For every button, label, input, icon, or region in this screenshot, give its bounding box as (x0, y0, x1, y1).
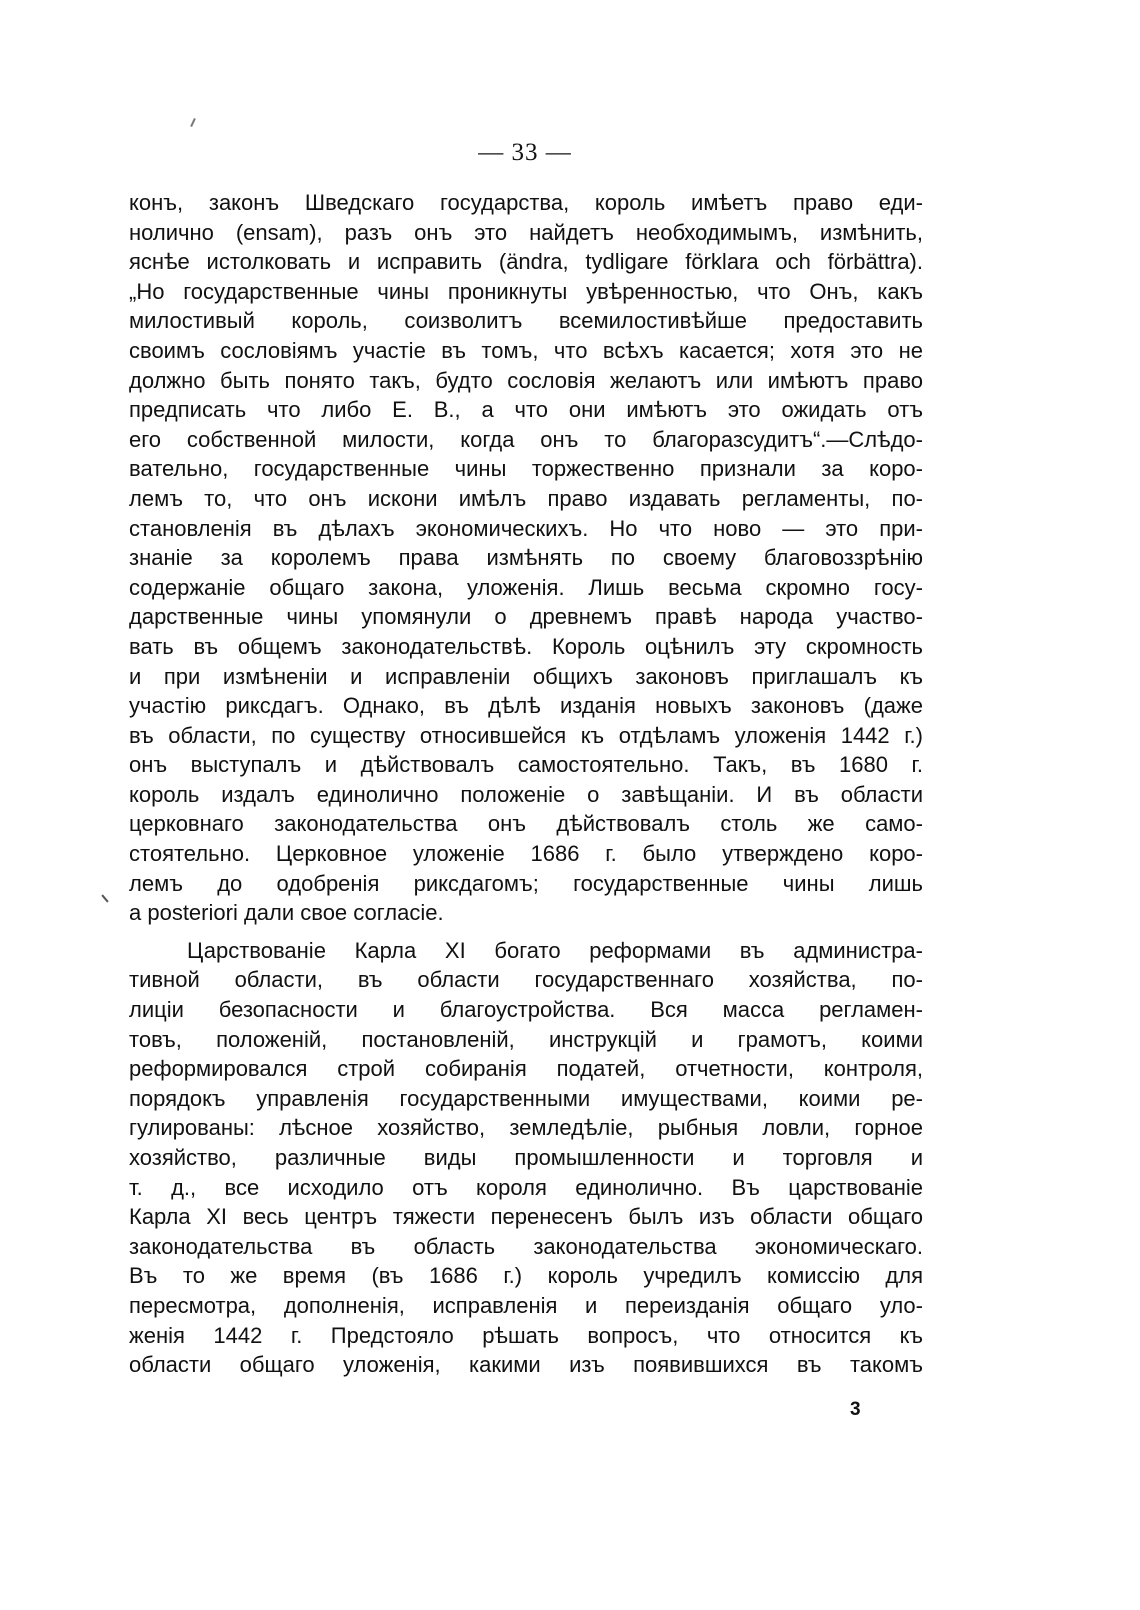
text-line: вательно, государственные чины торжественно признали за коро- (129, 456, 923, 482)
paragraph-1 (129, 188, 923, 928)
text-line: король издалъ единолично положеніе о завѣщаніи. И въ области (129, 781, 923, 807)
text-line: тивной области, въ области государственнаго хозяйства, по- (129, 967, 923, 993)
text-line: содержаніе общаго закона, уложенія. Лишь весьма скромно госу- (129, 574, 923, 600)
text-line: области общаго уложенія, какими изъ появившихся въ такомъ (129, 1352, 923, 1378)
text-line: женія 1442 г. Предстояло рѣшать вопросъ, что относится къ (129, 1322, 923, 1348)
text-line: яснѣе истолковать и исправить (ändra, tydligare förklara och förbättra). (129, 249, 923, 275)
text-line: реформировался строй собиранія податей, отчетности, контроля, (129, 1056, 923, 1082)
text-line: вать въ общемъ законодательствѣ. Король оцѣнилъ эту скромность (129, 633, 923, 659)
text-line: т. д., все исходило отъ короля единолично. Въ царствованіе (129, 1174, 923, 1200)
text-line: a posteriori дали свое согласіе. (129, 900, 444, 926)
text-line: и при измѣненіи и исправленіи общихъ законовъ приглашалъ къ (129, 663, 923, 689)
text-line: конъ, законъ Шведскаго государства, король имѣетъ право еди- (129, 190, 923, 215)
text-line: становленія въ дѣлахъ экономическихъ. Но что ново — это при- (129, 515, 923, 541)
scan-mark-left (101, 894, 108, 902)
text-line: „Но государственные чины проникнуты увѣренностью, что Онъ, какъ (129, 278, 923, 304)
text-line: участію риксдагъ. Однако, въ дѣлѣ изданія новыхъ законовъ (даже (129, 693, 923, 719)
text-line: Царствованіе Карла XI богато реформами въ администра- (187, 937, 923, 963)
text-line: лиціи безопасности и благоустройства. Вся масса регламен- (129, 997, 923, 1023)
text-line: въ области, по существу относившейся къ отдѣламъ уложенія 1442 г.) (129, 722, 923, 748)
scan-mark-top (190, 118, 196, 127)
text-line: гулированы: лѣсное хозяйство, земледѣліе, рыбныя ловли, горное (129, 1115, 923, 1141)
text-line: хозяйство, различные виды промышленности и торговля и (129, 1145, 923, 1170)
text-line: своимъ сословіямъ участіе въ томъ, что всѣхъ касается; хотя это не (129, 337, 923, 363)
text-line: пересмотра, дополненія, исправленія и переизданія общаго уло- (129, 1292, 923, 1318)
signature-mark: 3 (850, 1399, 861, 1420)
text-line: Въ то же время (въ 1686 г.) король учредилъ комиссію для (129, 1263, 923, 1289)
page-number: — 33 — (478, 139, 572, 166)
text-line: законодательства въ область законодательства экономическаго. (129, 1233, 923, 1259)
text-line: Карла XI весь центръ тяжести перенесенъ былъ изъ области общаго (129, 1204, 923, 1230)
paragraph-gap (129, 928, 923, 936)
text-line: знаніе за королемъ права измѣнять по своему благовоззрѣнію (129, 545, 923, 571)
text-line: должно быть понято такъ, будто сословія желаютъ или имѣютъ право (129, 367, 923, 393)
text-line: милостивый король, соизволитъ всемилостивѣйше предоставить (129, 308, 923, 334)
text-line: товъ, положеній, постановленій, инструкцій и грамотъ, коими (129, 1026, 923, 1052)
paragraph-2 (129, 936, 923, 1380)
text-line: его собственной милости, когда онъ то благоразсудитъ“.—Слѣдо- (129, 426, 923, 452)
text-line: дарственные чины упомянули о древнемъ правѣ народа участво- (129, 604, 923, 630)
text-line: церковнаго законодательства онъ дѣйствовалъ столь же само- (129, 811, 923, 837)
text-line: онъ выступалъ и дѣйствовалъ самостоятельно. Такъ, въ 1680 г. (129, 752, 923, 778)
text-line: предписать что либо Е. В., а что они имѣютъ это ожидать отъ (129, 397, 923, 423)
text-line: нолично (ensam), разъ онъ это найдетъ необходимымъ, измѣнить, (129, 219, 923, 245)
text-line: лемъ то, что онъ искони имѣлъ право издавать регламенты, по- (129, 485, 923, 511)
main-text (129, 188, 923, 1380)
text-line: лемъ до одобренія риксдагомъ; государственные чины лишь (129, 870, 923, 896)
text-line: стоятельно. Церковное уложеніе 1686 г. было утверждено коро- (129, 841, 923, 867)
text-line: порядокъ управленія государственными имуществами, коими ре- (129, 1085, 923, 1111)
